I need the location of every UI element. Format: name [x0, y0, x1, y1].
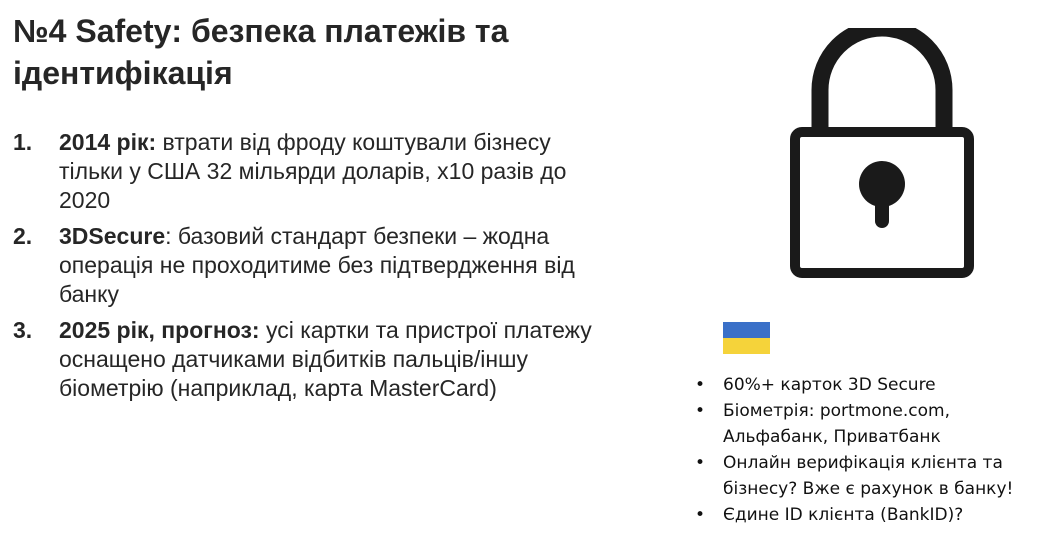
- keyhole-slot: [875, 188, 889, 228]
- note-text: Онлайн верифікація клієнта та бізнесу? Вже є рахунок в банку!: [723, 453, 1014, 499]
- key-point-text: усі картки та пристрої платежу оснащено датчиками відбитків пальців/іншу біометрію (наприклад, карта MasterCard): [59, 317, 592, 401]
- note-item: [695, 398, 1050, 450]
- note-text: Біометрія: portmone.com, Альфабанк, Приватбанк: [723, 401, 951, 447]
- note-text: Єдине ID клієнта (BankID)?: [723, 505, 964, 525]
- key-point-number: 2.: [13, 223, 33, 249]
- note-item: [695, 450, 1050, 502]
- padlock-icon: [790, 28, 974, 278]
- flag-stripe-blue: [723, 322, 770, 338]
- bullet: •: [695, 401, 706, 421]
- key-points-list: [13, 128, 603, 410]
- bullet: •: [695, 505, 706, 525]
- key-point: [13, 316, 603, 403]
- padlock-shackle: [820, 28, 944, 132]
- key-point-number: 3.: [13, 317, 33, 343]
- bullet: •: [695, 375, 706, 395]
- note-item: [695, 502, 1050, 528]
- ukraine-notes-list: [695, 372, 1050, 528]
- key-point-text: : базовий стандарт безпеки – жодна операція не проходитиме без підтвердження від банку: [59, 223, 575, 307]
- key-point-heading: 3DSecure: [59, 223, 166, 249]
- key-point-text: втрати від фроду коштували бізнесу тільки у США 32 мільярди доларів, х10 разів до 2020: [59, 129, 567, 213]
- key-point: [13, 128, 603, 215]
- key-point-heading: 2025 рік, прогноз:: [59, 317, 260, 343]
- note-item: [695, 372, 1050, 398]
- flag-stripe-yellow: [723, 338, 770, 354]
- bullet: •: [695, 453, 706, 473]
- key-point: [13, 222, 603, 309]
- slide-title: №4 Safety: безпека платежів та ідентифікація: [13, 13, 509, 91]
- note-text: 60%+ карток 3D Secure: [723, 375, 936, 395]
- ukraine-flag-icon: [723, 322, 770, 354]
- key-point-number: 1.: [13, 129, 33, 155]
- key-point-heading: 2014 рік:: [59, 129, 157, 155]
